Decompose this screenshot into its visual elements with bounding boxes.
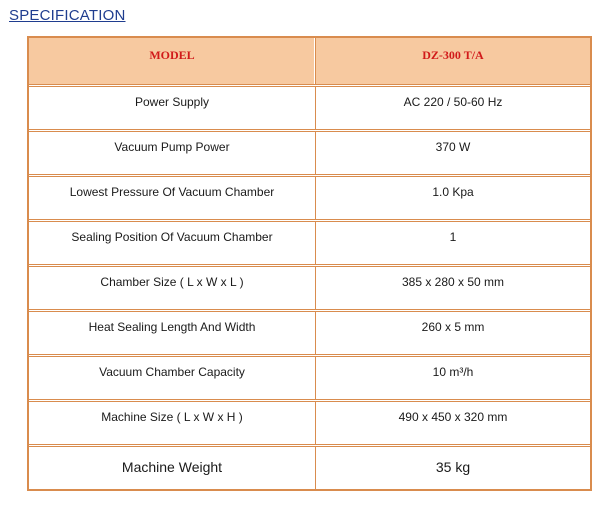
spec-value: 385 x 280 x 50 mm: [401, 275, 505, 289]
spec-value: 35 kg: [435, 459, 471, 475]
spec-label: Machine Weight: [29, 447, 316, 489]
spec-label: Chamber Size ( L x W x L ): [29, 267, 316, 309]
spec-label: Heat Sealing Length And Width: [29, 312, 316, 354]
table-row: [29, 309, 590, 354]
table-row: [29, 444, 590, 489]
spec-label: Lowest Pressure Of Vacuum Chamber: [29, 177, 316, 219]
table-header-row: [29, 38, 590, 84]
spec-value: 260 x 5 mm: [421, 320, 485, 334]
spec-label: Machine Size ( L x W x H ): [29, 402, 316, 444]
header-model-label: MODEL: [29, 38, 316, 84]
specification-table: [27, 36, 592, 491]
table-row: [29, 174, 590, 219]
table-row: [29, 354, 590, 399]
spec-label: Sealing Position Of Vacuum Chamber: [29, 222, 316, 264]
spec-label: Vacuum Pump Power: [29, 132, 316, 174]
spec-value: 1.0 Kpa: [432, 185, 474, 199]
spec-label: Power Supply: [29, 87, 316, 129]
table-row: [29, 399, 590, 444]
spec-value: 1: [449, 230, 457, 244]
table-row: [29, 84, 590, 129]
spec-value: 10 m³/h: [432, 365, 474, 379]
table-row: [29, 129, 590, 174]
spec-value: 370 W: [435, 140, 471, 154]
spec-value: 490 x 450 x 320 mm: [398, 410, 508, 424]
page-title: SPECIFICATION: [9, 7, 126, 24]
spec-value: AC 220 / 50-60 Hz: [403, 95, 503, 109]
table-row: [29, 264, 590, 309]
table-row: [29, 219, 590, 264]
header-model-value: DZ-300 T/A: [422, 48, 484, 62]
spec-label: Vacuum Chamber Capacity: [29, 357, 316, 399]
